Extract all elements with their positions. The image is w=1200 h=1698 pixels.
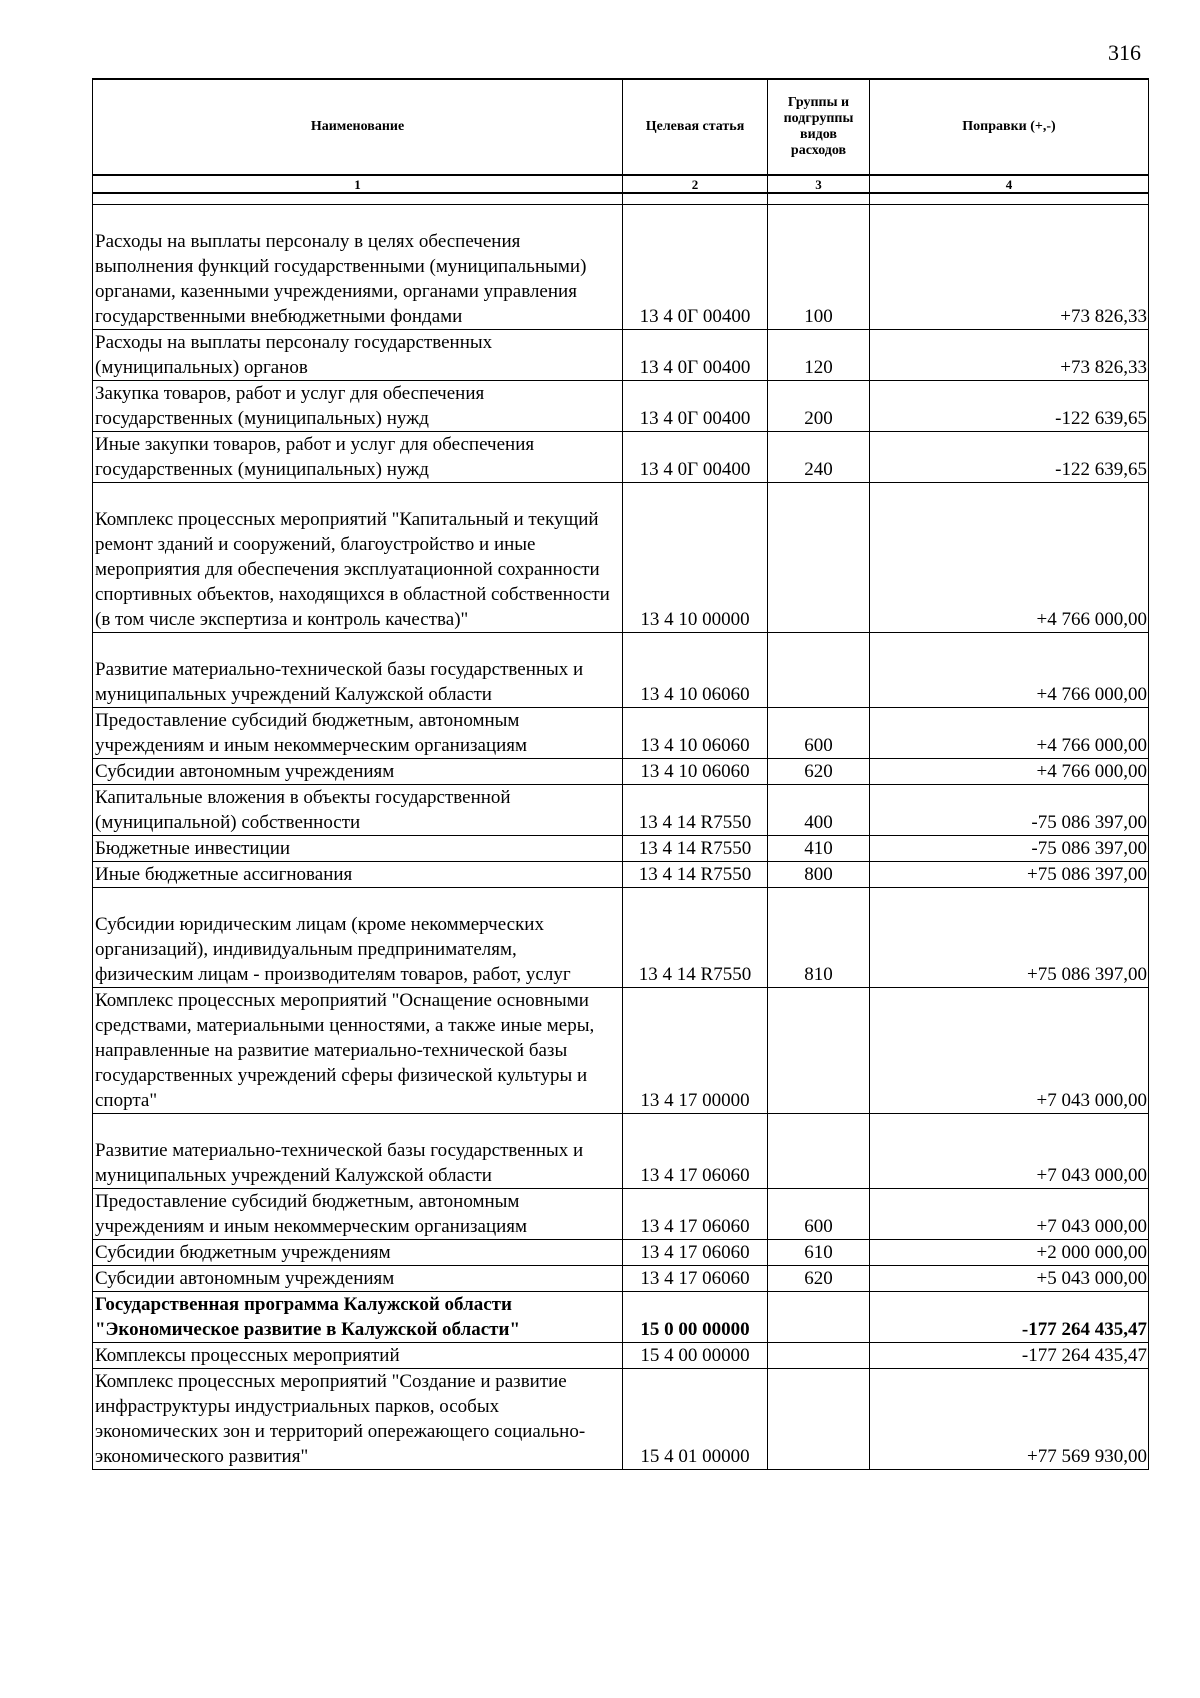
row-name-cell: Развитие материально-технической базы государственных и муниципальных учреждений Калужской области — [93, 633, 623, 708]
row-amendment-cell: +5 043 000,00 — [870, 1266, 1149, 1292]
row-expense-group-cell: 600 — [768, 1189, 870, 1240]
row-name-cell: Бюджетные инвестиции — [93, 836, 623, 862]
table-row — [93, 1292, 1149, 1343]
row-name-cell: Развитие материально-технической базы государственных и муниципальных учреждений Калужской области — [93, 1114, 623, 1189]
row-expense-group-cell: 810 — [768, 888, 870, 988]
row-expense-group-cell — [768, 483, 870, 633]
row-expense-group-cell — [768, 1292, 870, 1343]
table-row — [93, 785, 1149, 836]
table-row — [93, 1189, 1149, 1240]
row-target-article-cell: 13 4 10 06060 — [623, 759, 768, 785]
column-number: 3 — [768, 175, 870, 193]
table-row — [93, 1240, 1149, 1266]
table-row — [93, 633, 1149, 708]
row-expense-group-cell: 240 — [768, 432, 870, 483]
row-name-cell: Комплексы процессных мероприятий — [93, 1343, 623, 1369]
row-expense-group-cell — [768, 1114, 870, 1189]
table-row — [93, 862, 1149, 888]
table-row — [93, 381, 1149, 432]
row-expense-group-cell: 100 — [768, 205, 870, 330]
header-name: Наименование — [93, 79, 623, 175]
row-expense-group-cell: 620 — [768, 759, 870, 785]
table-row — [93, 1369, 1149, 1470]
header-amendments: Поправки (+,-) — [870, 79, 1149, 175]
row-target-article-cell: 13 4 14 R7550 — [623, 836, 768, 862]
row-expense-group-cell: 600 — [768, 708, 870, 759]
row-target-article-cell: 13 4 17 06060 — [623, 1240, 768, 1266]
row-amendment-cell: +7 043 000,00 — [870, 988, 1149, 1114]
row-target-article-cell: 13 4 0Г 00400 — [623, 330, 768, 381]
table-header-row — [93, 79, 1149, 175]
table-row — [93, 1343, 1149, 1369]
row-name-cell: Предоставление субсидий бюджетным, автономным учреждениям и иным некоммерческим организациям — [93, 1189, 623, 1240]
row-name-cell: Иные бюджетные ассигнования — [93, 862, 623, 888]
table-row — [93, 330, 1149, 381]
row-amendment-cell: +7 043 000,00 — [870, 1114, 1149, 1189]
row-target-article-cell: 13 4 14 R7550 — [623, 862, 768, 888]
row-name-cell: Предоставление субсидий бюджетным, автономным учреждениям и иным некоммерческим организациям — [93, 708, 623, 759]
row-amendment-cell: +73 826,33 — [870, 330, 1149, 381]
page-number: 316 — [1108, 40, 1141, 65]
table-row — [93, 988, 1149, 1114]
table-row — [93, 888, 1149, 988]
row-target-article-cell: 15 0 00 00000 — [623, 1292, 768, 1343]
row-name-cell: Субсидии автономным учреждениям — [93, 1266, 623, 1292]
row-target-article-cell: 13 4 17 06060 — [623, 1189, 768, 1240]
row-name-cell: Комплекс процессных мероприятий "Оснащение основными средствами, материальными ценностями, а также иные меры, направленные на развитие материально-технической базы государственных учреждений сферы физической культуры и спорта" — [93, 988, 623, 1114]
row-expense-group-cell: 200 — [768, 381, 870, 432]
column-number-row — [93, 175, 1149, 193]
row-target-article-cell: 13 4 10 00000 — [623, 483, 768, 633]
row-name-cell: Капитальные вложения в объекты государственной (муниципальной) собственности — [93, 785, 623, 836]
row-target-article-cell: 13 4 0Г 00400 — [623, 205, 768, 330]
row-name-cell: Расходы на выплаты персоналу государственных (муниципальных) органов — [93, 330, 623, 381]
row-target-article-cell: 13 4 10 06060 — [623, 708, 768, 759]
row-target-article-cell: 15 4 00 00000 — [623, 1343, 768, 1369]
table-row — [93, 205, 1149, 330]
row-amendment-cell: -122 639,65 — [870, 381, 1149, 432]
row-amendment-cell: +2 000 000,00 — [870, 1240, 1149, 1266]
row-amendment-cell: -75 086 397,00 — [870, 785, 1149, 836]
row-target-article-cell: 13 4 0Г 00400 — [623, 381, 768, 432]
column-number: 2 — [623, 175, 768, 193]
row-amendment-cell: +75 086 397,00 — [870, 888, 1149, 988]
row-expense-group-cell — [768, 633, 870, 708]
table-body — [93, 193, 1149, 1470]
table-row — [93, 483, 1149, 633]
row-target-article-cell: 13 4 14 R7550 — [623, 888, 768, 988]
row-name-cell: Комплекс процессных мероприятий "Создание и развитие инфраструктуры индустриальных парков, особых экономических зон и территорий опережающего социально-экономического развития" — [93, 1369, 623, 1470]
row-expense-group-cell — [768, 1343, 870, 1369]
row-target-article-cell: 15 4 01 00000 — [623, 1369, 768, 1470]
row-amendment-cell: +4 766 000,00 — [870, 759, 1149, 785]
row-amendment-cell: -177 264 435,47 — [870, 1292, 1149, 1343]
row-name-cell: Комплекс процессных мероприятий "Капитальный и текущий ремонт зданий и сооружений, благоустройство и иные мероприятия для обеспечения эксплуатационной сохранности спортивных объектов, находящихся в областной собственности (в том числе экспертиза и контроль качества)" — [93, 483, 623, 633]
table-row — [93, 759, 1149, 785]
table-row — [93, 1114, 1149, 1189]
spacer-row — [93, 193, 1149, 205]
row-name-cell: Субсидии юридическим лицам (кроме некоммерческих организаций), индивидуальным предпринимателям, физическим лицам - производителям товаров, работ, услуг — [93, 888, 623, 988]
row-amendment-cell: -75 086 397,00 — [870, 836, 1149, 862]
row-amendment-cell: +7 043 000,00 — [870, 1189, 1149, 1240]
table-row — [93, 708, 1149, 759]
column-number: 4 — [870, 175, 1149, 193]
row-expense-group-cell — [768, 1369, 870, 1470]
row-name-cell: Расходы на выплаты персоналу в целях обеспечения выполнения функций государственными (муниципальными) органами, казенными учреждениями, органами управления государственными внебюджетными фондами — [93, 205, 623, 330]
row-expense-group-cell: 800 — [768, 862, 870, 888]
row-expense-group-cell — [768, 988, 870, 1114]
table-row — [93, 1266, 1149, 1292]
row-expense-group-cell: 620 — [768, 1266, 870, 1292]
column-number: 1 — [93, 175, 623, 193]
header-target-article: Целевая статья — [623, 79, 768, 175]
row-target-article-cell: 13 4 0Г 00400 — [623, 432, 768, 483]
row-expense-group-cell: 120 — [768, 330, 870, 381]
row-name-cell: Субсидии бюджетным учреждениям — [93, 1240, 623, 1266]
row-amendment-cell: +73 826,33 — [870, 205, 1149, 330]
row-amendment-cell: +75 086 397,00 — [870, 862, 1149, 888]
row-target-article-cell: 13 4 17 00000 — [623, 988, 768, 1114]
row-amendment-cell: +4 766 000,00 — [870, 483, 1149, 633]
row-target-article-cell: 13 4 14 R7550 — [623, 785, 768, 836]
row-expense-group-cell: 610 — [768, 1240, 870, 1266]
row-amendment-cell: -122 639,65 — [870, 432, 1149, 483]
row-name-cell: Закупка товаров, работ и услуг для обеспечения государственных (муниципальных) нужд — [93, 381, 623, 432]
row-amendment-cell: +4 766 000,00 — [870, 708, 1149, 759]
row-name-cell: Государственная программа Калужской области "Экономическое развитие в Калужской области" — [93, 1292, 623, 1343]
row-name-cell: Субсидии автономным учреждениям — [93, 759, 623, 785]
budget-table — [92, 78, 1149, 1470]
row-expense-group-cell: 400 — [768, 785, 870, 836]
row-target-article-cell: 13 4 17 06060 — [623, 1266, 768, 1292]
row-expense-group-cell: 410 — [768, 836, 870, 862]
table-row — [93, 432, 1149, 483]
row-amendment-cell: +77 569 930,00 — [870, 1369, 1149, 1470]
row-amendment-cell: +4 766 000,00 — [870, 633, 1149, 708]
row-target-article-cell: 13 4 17 06060 — [623, 1114, 768, 1189]
table-row — [93, 836, 1149, 862]
row-target-article-cell: 13 4 10 06060 — [623, 633, 768, 708]
row-name-cell: Иные закупки товаров, работ и услуг для обеспечения государственных (муниципальных) нужд — [93, 432, 623, 483]
row-amendment-cell: -177 264 435,47 — [870, 1343, 1149, 1369]
header-expense-groups: Группы и подгруппы видов расходов — [768, 79, 870, 175]
